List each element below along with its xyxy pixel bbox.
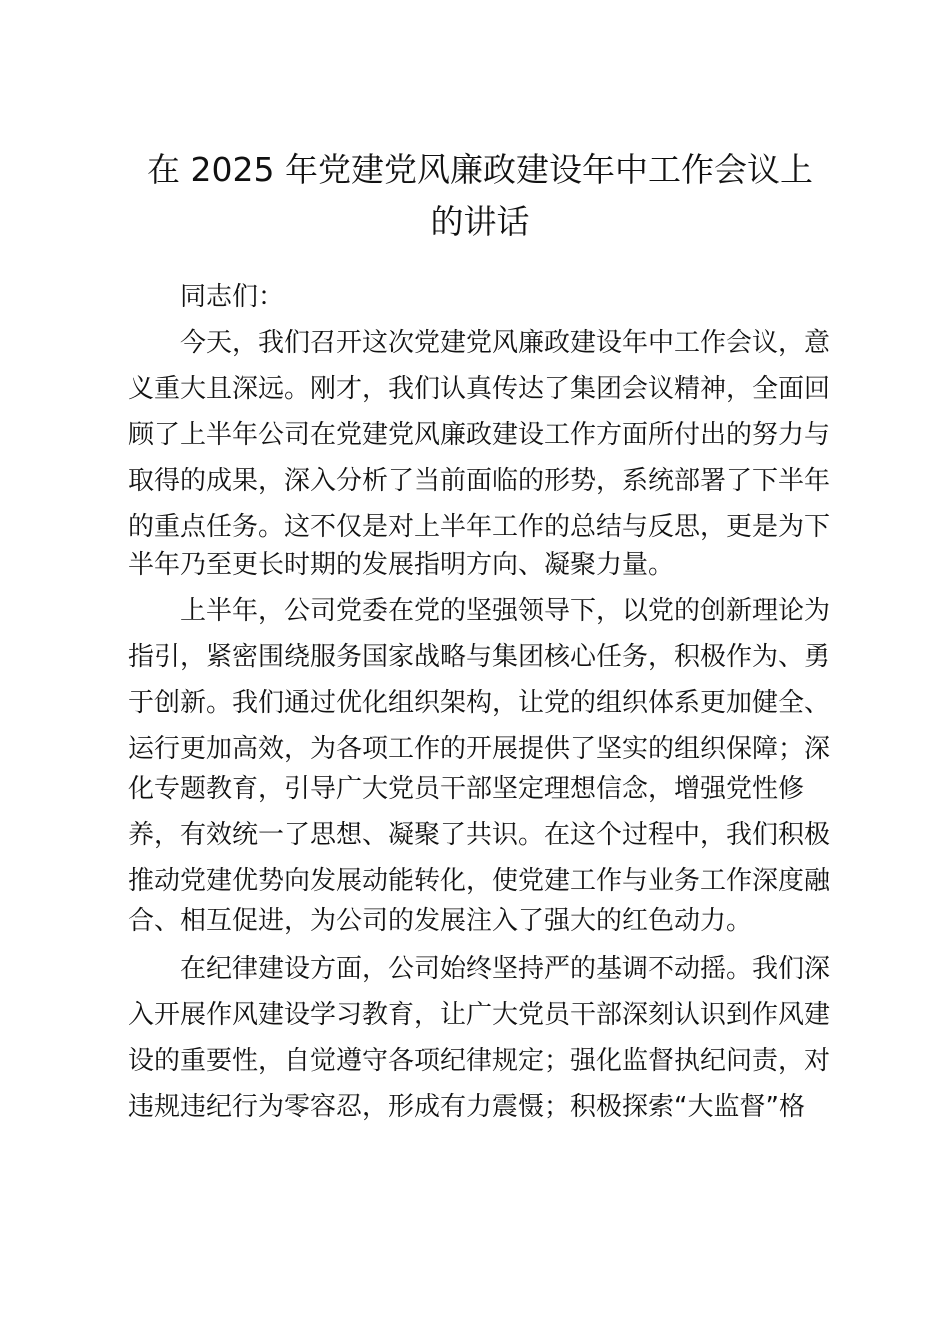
text-line: 的重点任务。这不仅是对上半年工作的总结与反思，更是为下	[128, 512, 831, 542]
text-line: 合、相互促进，为公司的发展注入了强大的红色动力。	[128, 906, 753, 936]
text-line: 半年乃至更长时期的发展指明方向、凝聚力量。	[128, 550, 675, 580]
text-line: 化专题教育，引导广大党员干部坚定理想信念，增强党性修	[128, 774, 805, 804]
text-line: 今天，我们召开这次党建党风廉政建设年中工作会议，意	[180, 328, 831, 358]
salutation: 同志们：	[180, 282, 285, 312]
text-line: 上半年，公司党委在党的坚强领导下，以党的创新理论为	[180, 596, 831, 626]
text-line: 违规违纪行为零容忍，形成有力震慑；积极探索“大监督”格	[128, 1092, 805, 1122]
text-line: 于创新。我们通过优化组织架构，让党的组织体系更加健全、	[128, 688, 831, 718]
text-line: 推动党建优势向发展动能转化，使党建工作与业务工作深度融	[128, 866, 831, 896]
text-line: 运行更加高效，为各项工作的开展提供了坚实的组织保障；深	[128, 734, 831, 764]
document-title-line-2: 的讲话	[430, 202, 530, 241]
document-title-line-1: 在 2025 年党建党风廉政建设年中工作会议上	[147, 150, 813, 189]
text-line: 指引，紧密围绕服务国家战略与集团核心任务，积极作为、勇	[128, 642, 831, 672]
text-line: 养，有效统一了思想、凝聚了共识。在这个过程中，我们积极	[128, 820, 831, 850]
text-line: 入开展作风建设学习教育，让广大党员干部深刻认识到作风建	[128, 1000, 831, 1030]
text-line: 在纪律建设方面，公司始终坚持严的基调不动摇。我们深	[180, 954, 831, 984]
text-line: 取得的成果，深入分析了当前面临的形势，系统部署了下半年	[128, 466, 831, 496]
text-line: 顾了上半年公司在党建党风廉政建设工作方面所付出的努力与	[128, 420, 831, 450]
text-line: 义重大且深远。刚才，我们认真传达了集团会议精神，全面回	[128, 374, 831, 404]
text-line: 设的重要性，自觉遵守各项纪律规定；强化监督执纪问责，对	[128, 1046, 831, 1076]
